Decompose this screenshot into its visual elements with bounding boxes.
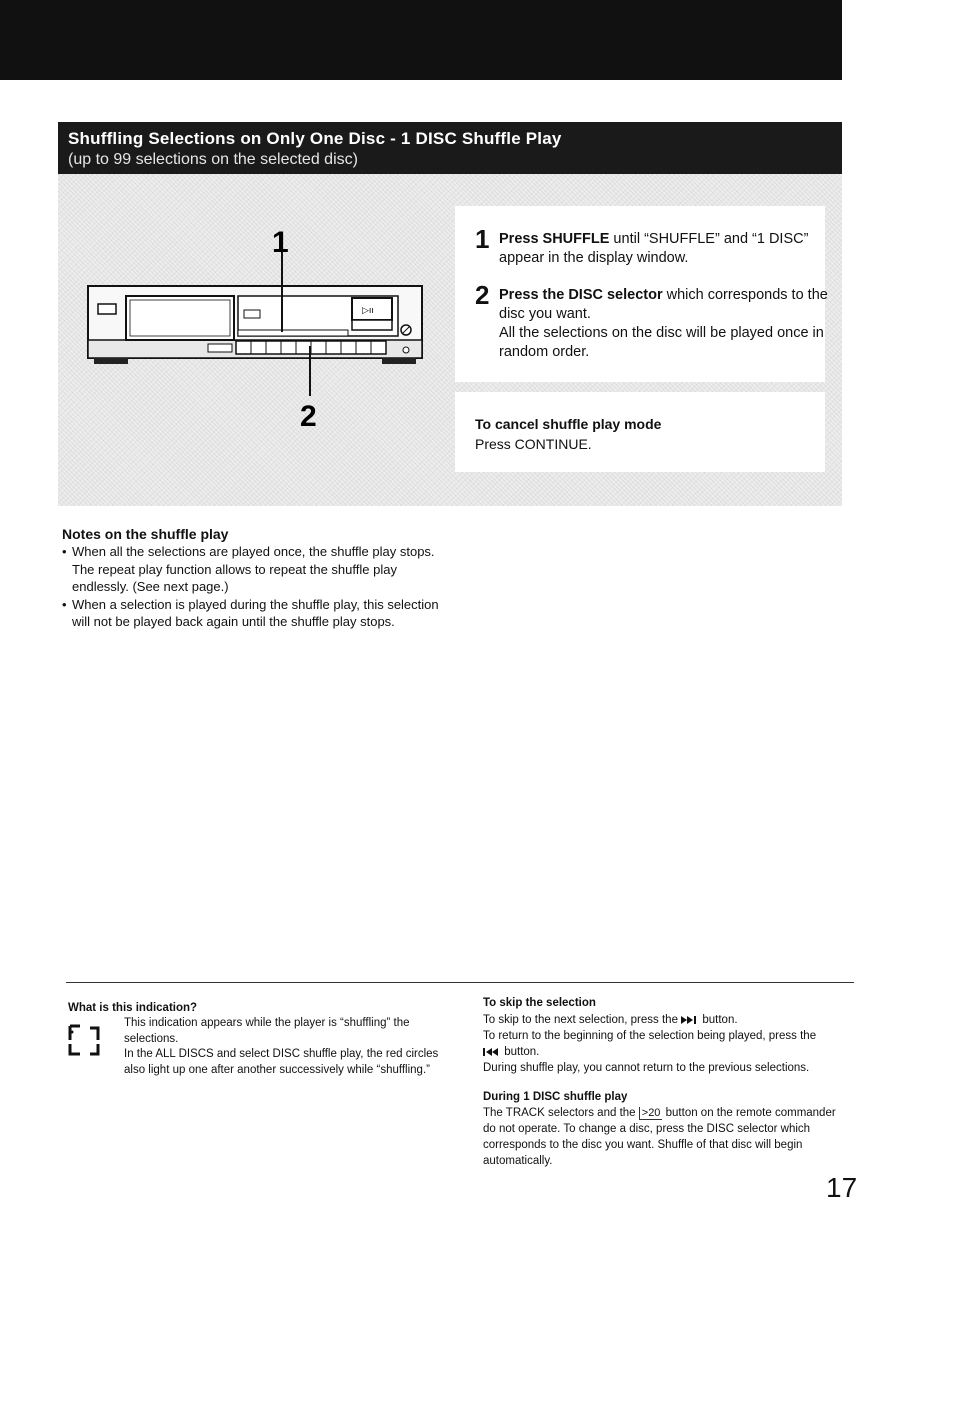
indication-text-2: In the ALL DISCS and select DISC shuffle play, the red circles also light up one after another successively while “shuffling.”: [124, 1048, 439, 1076]
skip-line-3: During shuffle play, you cannot return to the previous selections.: [483, 1062, 810, 1074]
during-text-a: The TRACK selectors and the: [483, 1107, 636, 1119]
indication-text-1: This indication appears while the player is “shuffling” the selections.: [124, 1017, 410, 1045]
during-text-b: button on the remote commander do not operate. To change a disc, press the DISC selector which corresponds to the disc you want. Shuffle of that disc will begin automatically.: [483, 1107, 836, 1167]
cancel-box: [455, 392, 825, 472]
page-number: 17: [826, 1172, 858, 1203]
step-number: 1: [475, 224, 490, 254]
skip-line-1b: button.: [702, 1014, 738, 1026]
step-extra: All the selections on the disc will be played once in random order.: [499, 325, 824, 360]
step-text: which corresponds to the disc you want.: [499, 287, 828, 322]
key-20-button: >20: [639, 1107, 663, 1120]
step-action: Press SHUFFLE: [499, 231, 610, 247]
next-track-icon: [681, 1016, 699, 1024]
skip-line-2b: button.: [504, 1046, 540, 1058]
cd-player-diagram: [58, 200, 438, 440]
divider: [66, 982, 854, 983]
step-action: Press the DISC selector: [499, 287, 663, 303]
during-text: [483, 1105, 839, 1169]
skip-line-1a: To skip to the next selection, press the: [483, 1014, 678, 1026]
during-title: During 1 DISC shuffle play: [483, 1091, 628, 1103]
step-text: until “SHUFFLE” and “1 DISC” appear in the display window.: [499, 231, 809, 266]
skip-text: [483, 1012, 849, 1076]
section-header: [58, 122, 842, 174]
step-number: 2: [475, 280, 490, 310]
svg-text:▷ıı: ▷ıı: [362, 306, 374, 316]
skip-line-2a: To return to the beginning of the selection being played, press the: [483, 1030, 817, 1042]
indication-title: What is this indication?: [68, 1002, 198, 1014]
skip-title: To skip the selection: [483, 997, 596, 1009]
shuffle-indicator-icon: [66, 1022, 116, 1058]
previous-track-icon: [483, 1048, 501, 1056]
notes-title: Notes on the shuffle play: [62, 526, 229, 542]
list-item: • When all the selections are played once, the shuffle play stops. The repeat play function allows to repeat the shuffle play endlessly. (See next page.): [62, 543, 452, 596]
callout-2: 2: [300, 400, 317, 433]
cancel-text: Press CONTINUE.: [475, 436, 592, 452]
list-item: • When a selection is played during the shuffle play, this selection will not be played back again until the shuffle play stops.: [62, 596, 452, 631]
cancel-title: To cancel shuffle play mode: [475, 416, 662, 432]
top-black-bar: [0, 0, 842, 80]
notes-list: [62, 543, 452, 631]
callout-1: 1: [272, 226, 289, 259]
section-subtitle: (up to 99 selections on the selected disc): [68, 151, 358, 168]
section-title: Shuffling Selections on Only One Disc - 1 DISC Shuffle Play: [68, 129, 562, 148]
